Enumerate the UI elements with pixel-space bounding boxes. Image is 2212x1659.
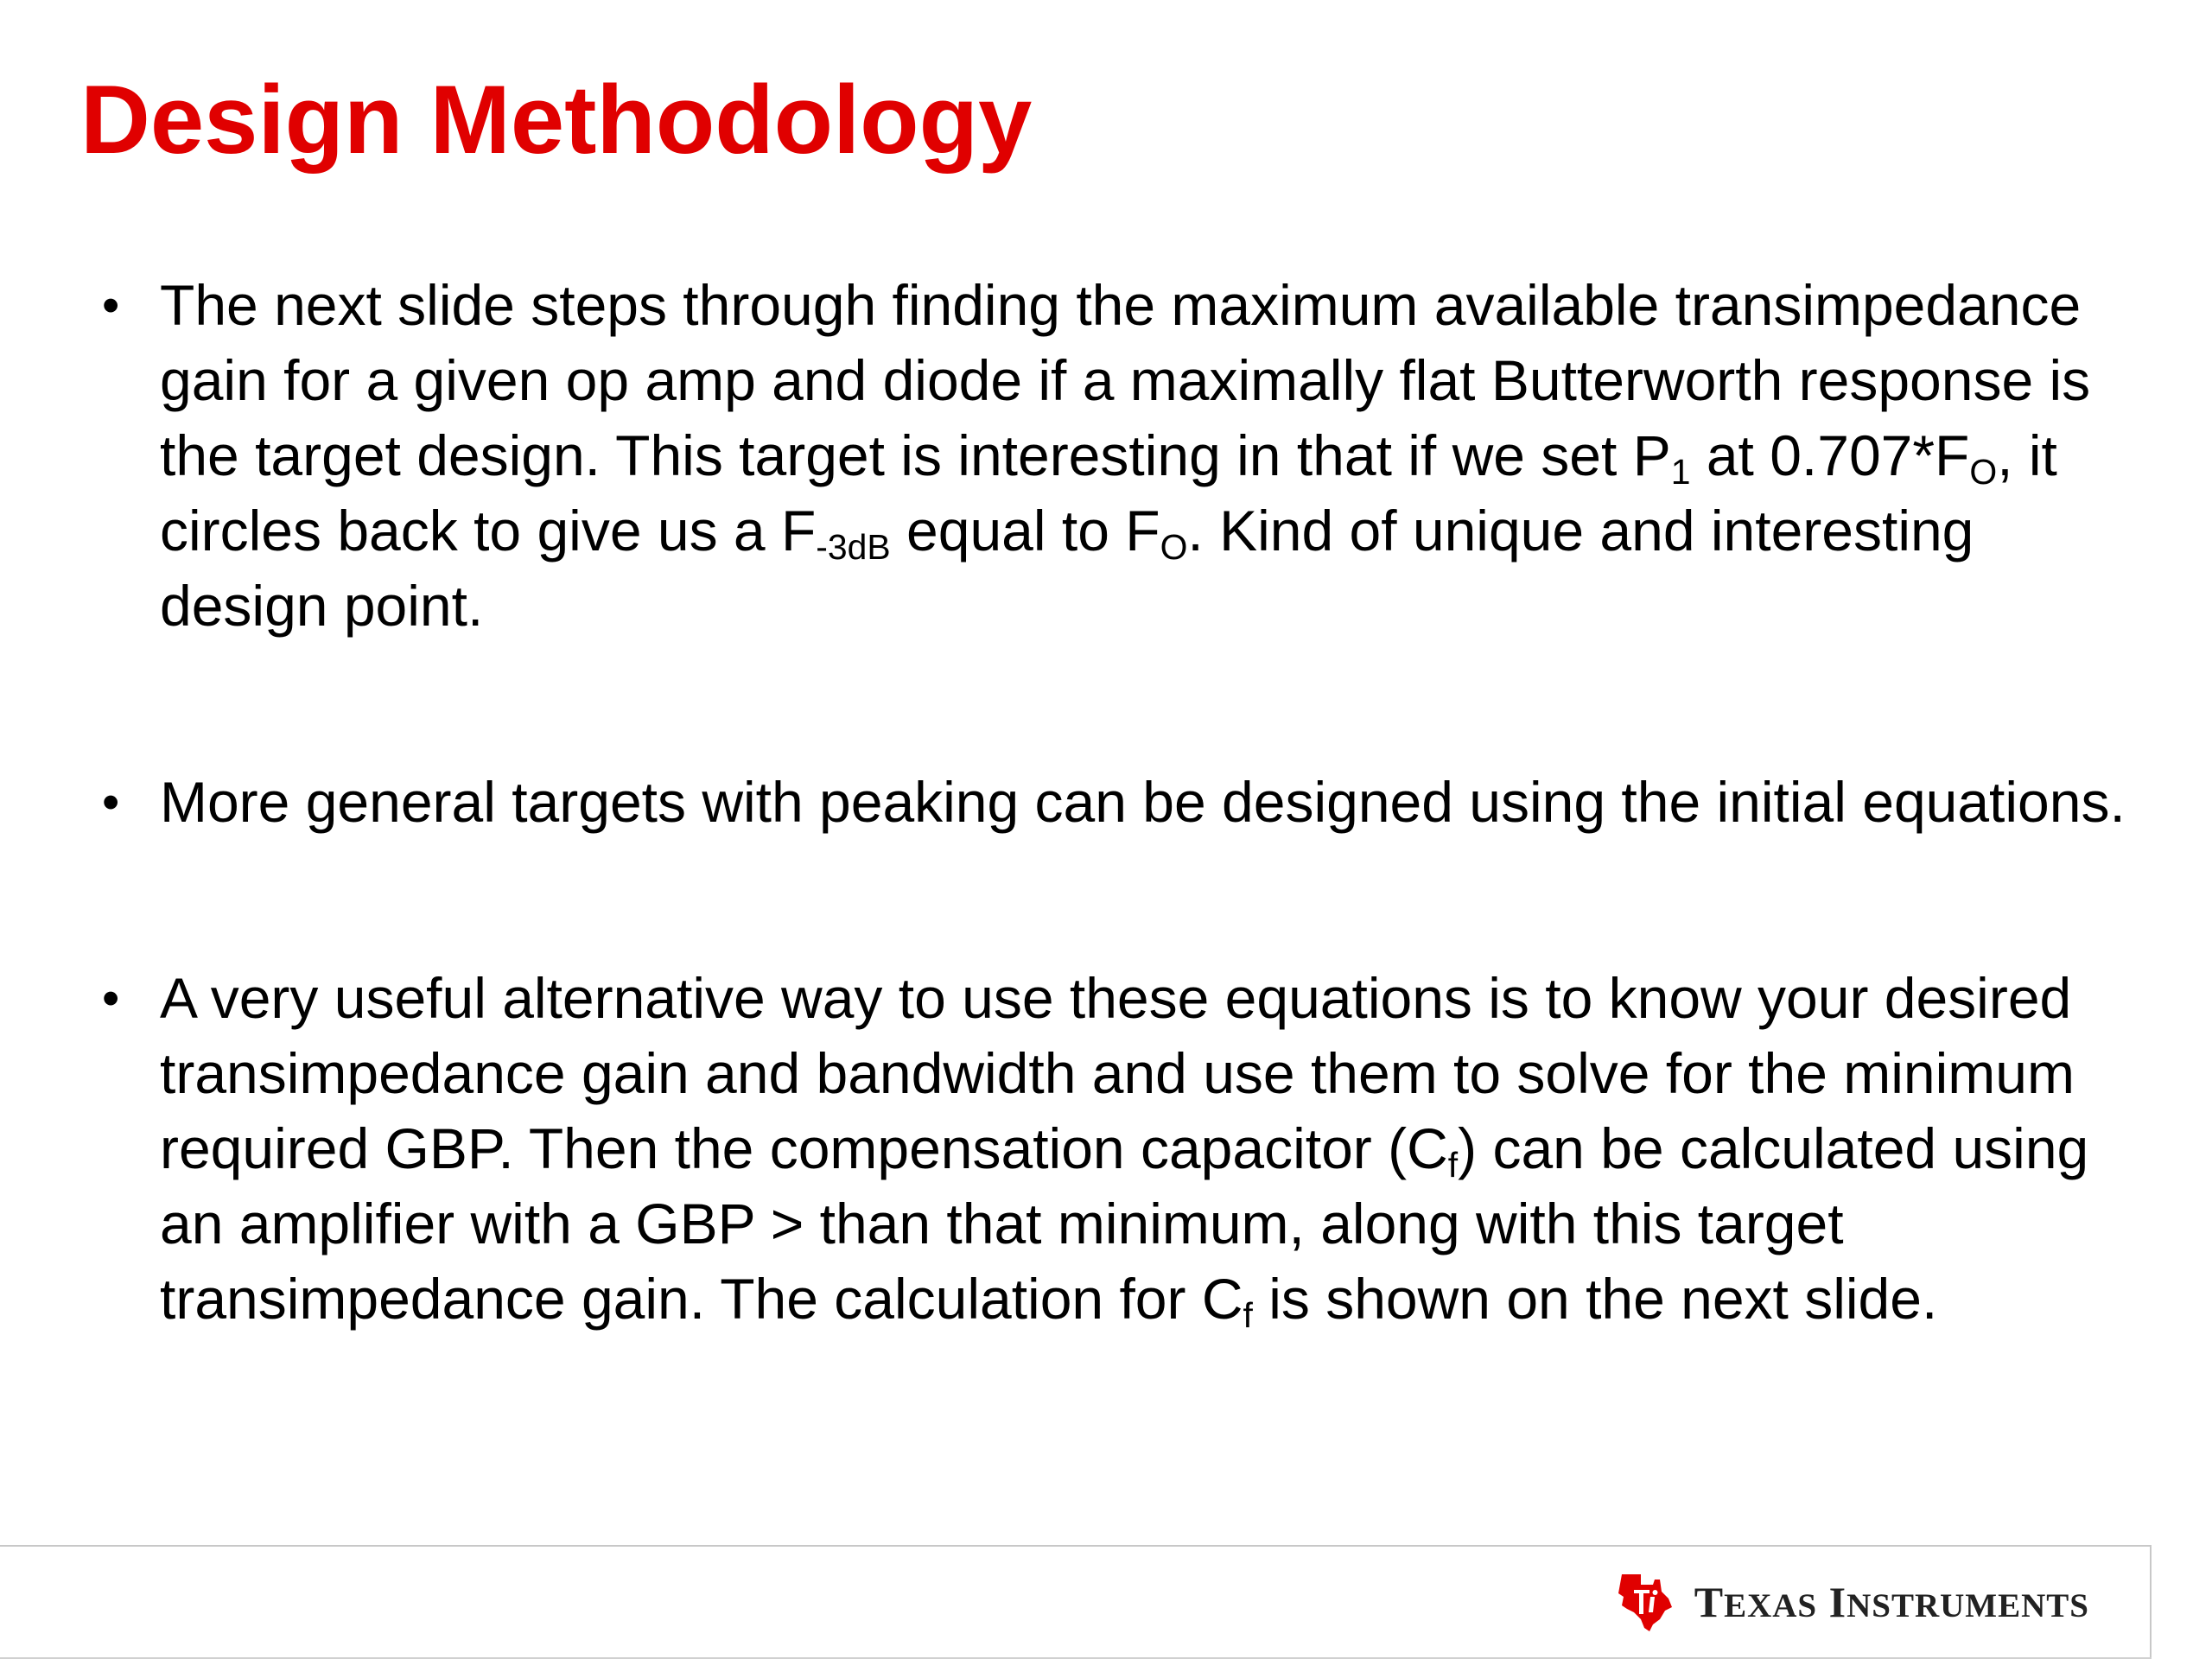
wordmark-letter: I — [1828, 1578, 1847, 1626]
slide-footer — [0, 1545, 2152, 1659]
bullet-text-run: A very useful alternative way to use these equations is to know your desired transimpedance gain and bandwidth and use them to solve for the minimum required GBP. Then the compensation capacitor (C — [160, 966, 2075, 1180]
bullet-text-run: ) can be calculated using an amplifier with a GBP > than that minimum, along with this target transimpedance gain. The calculation for C — [160, 1116, 2089, 1331]
subscript: -3dB — [816, 527, 891, 568]
bullet-text-run: at 0.707*F — [1690, 423, 1970, 487]
bullet-item-2 — [95, 765, 2152, 840]
bullet-text — [160, 268, 2152, 644]
bullet-item-1 — [95, 268, 2152, 644]
bullet-text: More general targets with peaking can be designed using the initial equations. — [160, 770, 2126, 834]
ti-state-icon — [1615, 1571, 1675, 1633]
bullet-text-run: is shown on the next slide. — [1252, 1267, 1938, 1331]
texas-instruments-logo — [1615, 1571, 2089, 1633]
wordmark-letter: T — [1694, 1578, 1725, 1626]
wordmark-smallcaps: NSTRUMENTS — [1847, 1587, 2089, 1624]
bullet-glyph: • — [102, 277, 120, 334]
wordmark-smallcaps: EXAS — [1724, 1587, 1818, 1624]
bullet-text-run: equal to F — [890, 499, 1160, 563]
subscript: f — [1447, 1145, 1459, 1185]
subscript: O — [1160, 527, 1188, 568]
subscript: f — [1243, 1295, 1253, 1336]
subscript: 1 — [1670, 452, 1691, 493]
subscript: O — [1969, 452, 1998, 493]
bullet-glyph: • — [102, 774, 120, 830]
ti-wordmark — [1694, 1577, 2089, 1627]
wordmark-space — [1817, 1578, 1829, 1626]
bullet-list — [95, 268, 2152, 1337]
bullet-text-run: . Kind of unique and interesting design point. — [160, 499, 1974, 638]
bullet-text — [160, 961, 2152, 1337]
bullet-glyph: • — [102, 970, 120, 1027]
bullet-text-run: , it circles back to give us a F — [160, 423, 2057, 563]
bullet-item-3 — [95, 961, 2152, 1337]
bullet-text-run: The next slide steps through finding the maximum available transimpedance gain for a given op amp and diode if a maximally flat Butterworth response is the target design. This target is interesting in that if we set P — [160, 273, 2091, 487]
slide-title: Design Methodology — [80, 66, 1033, 174]
